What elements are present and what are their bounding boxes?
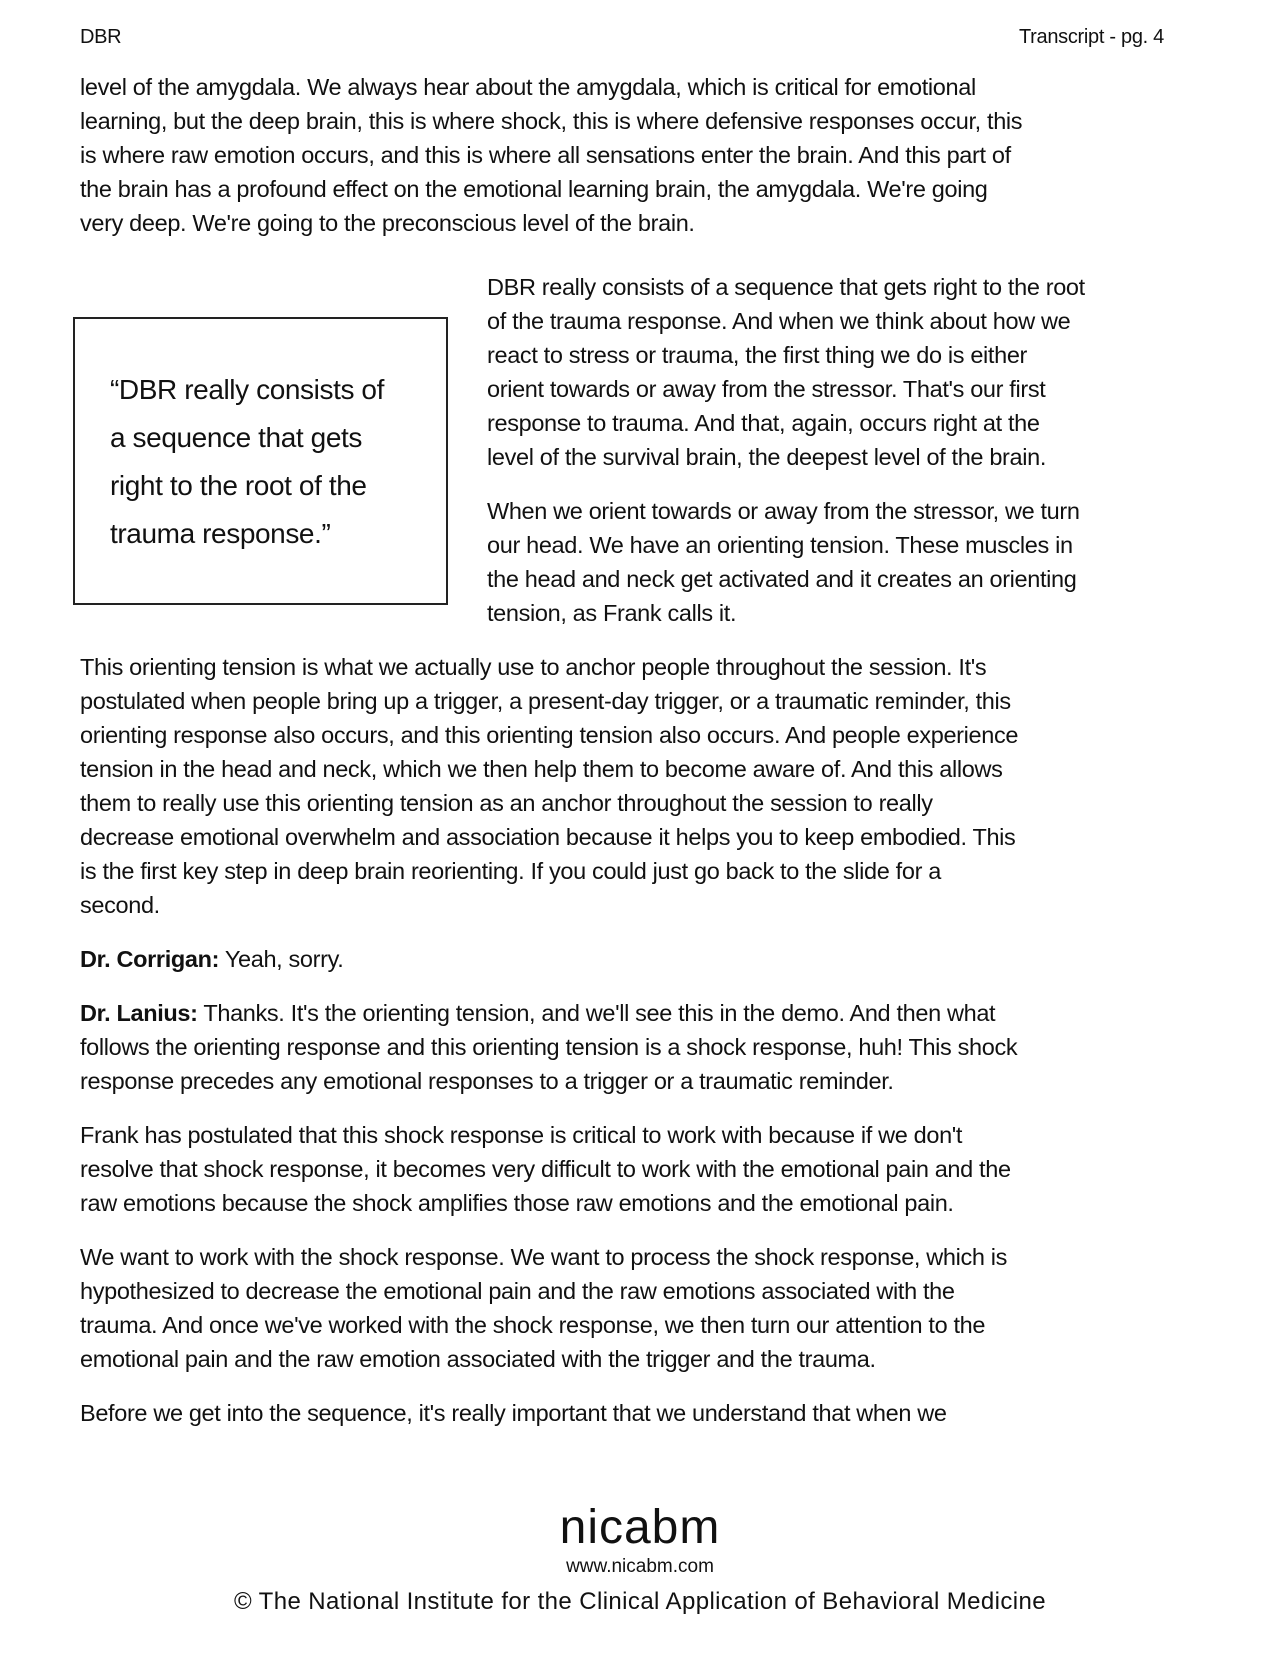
speaker-name: Dr. Lanius: (80, 1000, 198, 1026)
header-page-number: Transcript - pg. 4 (1018, 26, 1164, 48)
speaker-text: Yeah, sorry. (219, 946, 344, 972)
text-line: DBR really consists of a sequence that gets right to the root (487, 274, 1085, 300)
text-line: emotional pain and the raw emotion associated with the trigger and the trauma. (80, 1346, 876, 1372)
text-line: the brain has a profound effect on the emotional learning brain, the amygdala. We're going (80, 176, 988, 202)
text-line: orienting response also occurs, and this orienting tension also occurs. And people experience (80, 722, 1019, 748)
text-line: raw emotions because the shock amplifies those raw emotions and the emotional pain. (80, 1190, 954, 1216)
text-line: decrease emotional overwhelm and association because it helps you to keep embodied. This (80, 824, 1016, 850)
text-line: the head and neck get activated and it creates an orienting (487, 566, 1077, 592)
text-line: Frank has postulated that this shock response is critical to work with because if we don't (80, 1122, 963, 1148)
text-line: is the first key step in deep brain reorienting. If you could just go back to the slide for a (80, 858, 941, 884)
text-line: tension in the head and neck, which we then help them to become aware of. And this allows (80, 756, 1003, 782)
speaker-turn-corrigan (80, 942, 343, 976)
text-line: trauma. And once we've worked with the shock response, we then turn our attention to the (80, 1312, 986, 1338)
copyright-notice: © The National Institute for the Clinical Application of Behavioral Medicine (233, 1588, 1047, 1615)
nicabm-logo: nicabm (559, 1501, 721, 1554)
text-line: hypothesized to decrease the emotional pain and the raw emotions associated with the (80, 1278, 955, 1304)
text-line: resolve that shock response, it becomes very difficult to work with the emotional pain and the (80, 1156, 1011, 1182)
text-line: very deep. We're going to the preconscious level of the brain. (80, 210, 695, 236)
text-line: second. (80, 892, 160, 918)
text-line: tension, as Frank calls it. (487, 600, 737, 626)
text-line: them to really use this orienting tension as an anchor throughout the session to really (80, 790, 933, 816)
header-doc-label: DBR (80, 26, 122, 48)
paragraph-9: Before we get into the sequence, it's really important that we understand that when we (80, 1400, 947, 1426)
speaker-name: Dr. Corrigan: (80, 946, 220, 972)
text-line: We want to work with the shock response. We want to process the shock response, which is (80, 1244, 1008, 1270)
text-line: follows the orienting response and this orienting tension is a shock response, huh! This shock (80, 1034, 1018, 1060)
pull-quote-line: trauma response.” (110, 518, 331, 549)
text-line: response precedes any emotional responses to a trigger or a traumatic reminder. (80, 1068, 894, 1094)
text-line: is where raw emotion occurs, and this is where all sensations enter the brain. And this part of (80, 142, 1011, 168)
text-line: When we orient towards or away from the stressor, we turn (487, 498, 1080, 524)
text-line: This orienting tension is what we actually use to anchor people throughout the session. It's (80, 654, 987, 680)
text-line: our head. We have an orienting tension. These muscles in (487, 532, 1073, 558)
pull-quote-box (73, 317, 448, 605)
pull-quote-line: a sequence that gets (110, 422, 362, 453)
text-line (80, 996, 995, 1030)
pull-quote-line: “DBR really consists of (110, 374, 384, 405)
text-line: of the trauma response. And when we think about how we (487, 308, 1071, 334)
speaker-text: Thanks. It's the orienting tension, and we'll see this in the demo. And then what (197, 1000, 996, 1026)
text-line: learning, but the deep brain, this is where shock, this is where defensive responses occur, this (80, 108, 1023, 134)
text-line: postulated when people bring up a trigger, a present-day trigger, or a traumatic reminder, this (80, 688, 1011, 714)
text-line: orient towards or away from the stressor. That's our first (487, 376, 1046, 402)
pull-quote-line: right to the root of the (110, 470, 367, 501)
website-url: www.nicabm.com (566, 1556, 714, 1577)
text-line: level of the amygdala. We always hear about the amygdala, which is critical for emotional (80, 74, 976, 100)
text-line: react to stress or trauma, the first thing we do is either (487, 342, 1028, 368)
text-line: response to trauma. And that, again, occurs right at the (487, 410, 1040, 436)
text-line: level of the survival brain, the deepest level of the brain. (487, 444, 1047, 470)
